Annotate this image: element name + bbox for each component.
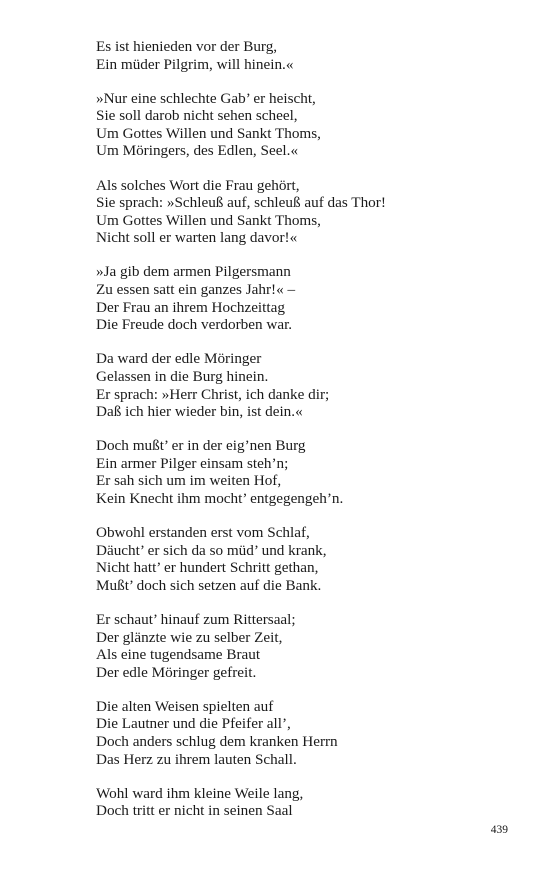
verse-line: Die Lautner und die Pfeifer all’, — [96, 715, 291, 733]
verse-line: Es ist hienieden vor der Burg, — [96, 38, 278, 55]
verse-line: Doch anders schlug dem kranken Herrn — [96, 733, 338, 750]
verse-line: Um Gottes Willen und Sankt Thoms, — [96, 211, 321, 229]
verse-line: Er schaut’ hinauf zum Rittersaal; — [96, 610, 296, 628]
stanza — [96, 350, 516, 420]
verse-line: Als solches Wort die Frau gehört, — [96, 176, 300, 194]
verse-line: Doch tritt er nicht in seinen Saal — [96, 802, 293, 820]
verse-line: Wohl ward ihm kleine Weile lang, — [96, 784, 304, 802]
verse-line: Um Möringers, des Edlen, Seel.« — [96, 142, 299, 160]
verse-line: Nicht soll er warten lang davor!« — [96, 229, 298, 247]
page-number: 439 — [490, 824, 508, 836]
verse-line: Kein Knecht ihm mocht’ entgegengeh’n. — [96, 489, 344, 507]
verse-line: Er sprach: »Herr Christ, ich danke dir; — [96, 385, 330, 403]
stanza — [96, 785, 516, 820]
stanza — [96, 698, 516, 768]
verse-line: Obwohl erstanden erst vom Schlaf, — [96, 524, 310, 542]
verse-line: Da ward der edle Möringer — [96, 350, 262, 368]
verse-line: Als eine tugendsame Braut — [96, 646, 261, 664]
verse-line: Nicht hatt’ er hundert Schritt gethan, — [96, 559, 319, 577]
verse-line: Der Frau an ihrem Hochzeittag — [96, 298, 285, 316]
stanza — [96, 524, 516, 594]
stanza — [96, 90, 516, 160]
verse-line: Das Herz zu ihrem lauten Schall. — [96, 750, 297, 768]
verse-line: Zu essen satt ein ganzes Jahr!« – — [96, 281, 296, 299]
verse-line: Gelassen in die Burg hinein. — [96, 367, 269, 385]
verse-line: Daß ich hier wieder bin, ist dein.« — [96, 403, 303, 421]
stanza — [96, 177, 516, 247]
verse-line: Die Freude doch verdorben war. — [96, 316, 293, 334]
verse-line: Sie sprach: »Schleuß auf, schleuß auf das Thor! — [96, 194, 386, 212]
verse-line: Däucht’ er sich da so müd’ und krank, — [96, 541, 327, 559]
verse-line: Sie soll darob nicht sehen scheel, — [96, 107, 298, 125]
stanza — [96, 437, 516, 507]
verse-line: »Nur eine schlechte Gab’ er heischt, — [96, 89, 316, 107]
stanza — [96, 263, 516, 333]
poem-text — [96, 38, 516, 836]
verse-line: Ein müder Pilgrim, will hinein.« — [96, 55, 294, 73]
verse-line: »Ja gib dem armen Pilgersmann — [96, 263, 291, 281]
stanza — [96, 38, 516, 73]
verse-line: Mußt’ doch sich setzen auf die Bank. — [96, 576, 322, 594]
verse-line: Um Gottes Willen und Sankt Thoms, — [96, 124, 321, 142]
verse-line: Der edle Möringer gefreit. — [96, 663, 257, 681]
verse-line: Doch mußt’ er in der eig’nen Burg — [96, 437, 306, 455]
verse-line: Ein armer Pilger einsam steh’n; — [96, 454, 289, 472]
verse-line: Der glänzte wie zu selber Zeit, — [96, 628, 283, 646]
stanza — [96, 611, 516, 681]
verse-line: Er sah sich um im weiten Hof, — [96, 472, 282, 490]
verse-line: Die alten Weisen spielten auf — [96, 697, 274, 715]
